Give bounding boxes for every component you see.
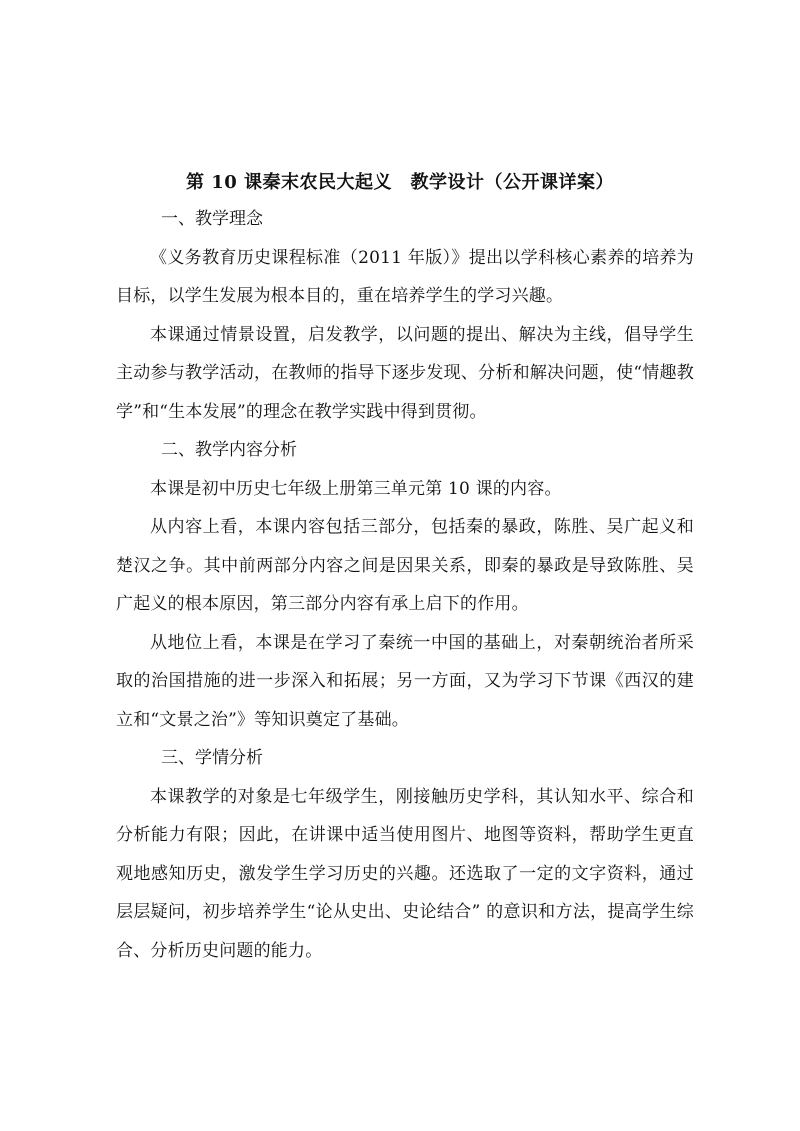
paragraph: 本课是初中历史七年级上册第三单元第 10 课的内容。 bbox=[150, 478, 562, 499]
section-student-analysis bbox=[116, 739, 694, 970]
paragraph: 从内容上看，本课内容包括三部分，包括秦的暴政，陈胜、吴广起义和楚汉之争。其中前两部分内容之间是因果关系，即秦的暴政是导致陈胜、吴广起义的根本原因，第三部分内容有承上启下的作用。 bbox=[116, 517, 694, 614]
section-heading: 一、教学理念 bbox=[161, 209, 263, 229]
section-teaching-philosophy bbox=[116, 200, 694, 431]
section-heading: 三、学情分析 bbox=[161, 748, 263, 768]
section-content-analysis bbox=[116, 431, 694, 739]
section-heading: 二、教学内容分析 bbox=[161, 440, 297, 460]
paragraph: 《义务教育历史课程标准（2011 年版）》提出以学科核心素养的培养为目标，以学生发展为根本目的，重在培养学生的学习兴趣。 bbox=[116, 247, 694, 306]
page-title: 第 10 课秦末农民大起义 教学设计（公开课详案） bbox=[185, 172, 615, 193]
paragraph: 本课通过情景设置，启发教学，以问题的提出、解决为主线，倡导学生主动参与教学活动，在教师的指导下逐步发现、分析和解决问题，使“情趣教学”和“生本发展”的理念在教学实践中得到贯彻。 bbox=[116, 324, 694, 422]
paragraph: 本课教学的对象是七年级学生，刚接触历史学科，其认知水平、综合和分析能力有限；因此，在讲课中适当使用图片、地图等资料，帮助学生更直观地感知历史，激发学生学习历史的兴趣。还选取了一定的文字资料，通过层层疑问，初步培养学生“论从史出、史论结合” 的意识和方法，提高学生综合、分析历史问题的能力。 bbox=[116, 786, 694, 961]
document-body bbox=[116, 200, 694, 970]
paragraph: 从地位上看，本课是在学习了秦统一中国的基础上，对秦朝统治者所采取的治国措施的进一步深入和拓展；另一方面，又为学习下节课《西汉的建立和“文景之治”》等知识奠定了基础。 bbox=[116, 632, 694, 730]
